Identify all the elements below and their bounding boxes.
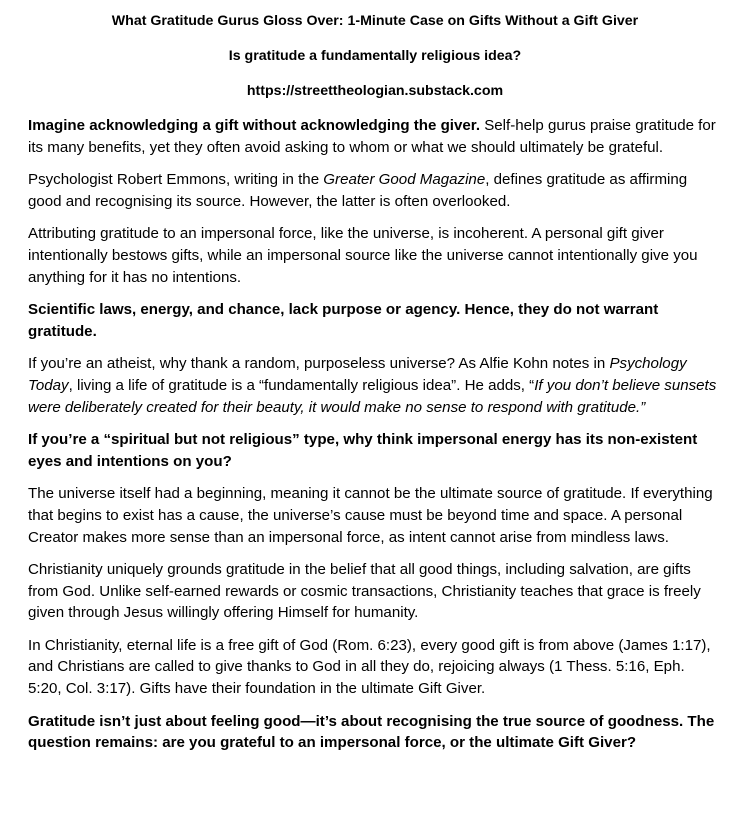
paragraph-5-publication-name: Psychology Today [28,355,687,394]
paragraph-2-text-a: Psychologist Robert Emmons, writing in the [28,171,324,189]
document-subtitle: Is gratitude a fundamentally religious idea? [228,48,522,64]
paragraph-4: Scientific laws, energy, and chance, lack purpose or agency. Hence, they do not warrant gratitude. [28,301,659,340]
document-url: https://streettheologian.substack.com [246,83,504,99]
paragraph-1 [28,115,722,158]
paragraph-5-text-a: If you’re an atheist, why thank a random, purposeless universe? As Alfie Kohn notes in [28,355,610,373]
paragraph-9: In Christianity, eternal life is a free gift of God (Rom. 6:23), every good gift is from above (James 1:17), and Christians are called to give thanks to God in all they do, rejoicing always (1 Thess. 5:16, Eph. 5:20, Col. 3:17). Gifts have their foundation in the ultimate Gift Giver. [28,636,711,698]
paragraph-2-magazine-name: Greater Good Magazine [323,171,486,189]
paragraph-5 [28,353,722,418]
paragraph-6: If you’re a “spiritual but not religious” type, why think impersonal energy has its non-existent eyes and intentions on you? [28,431,698,470]
paragraph-5-text-b: , living a life of gratitude is a “fundamentally religious idea”. He adds, “ [68,376,535,394]
paragraph-1-body: Self-help gurus praise gratitude for its many benefits, yet they often avoid asking to whom or what we should ultimately be grateful. [28,117,716,156]
paragraph-7: The universe itself had a beginning, meaning it cannot be the ultimate source of gratitude. If everything that begins to exist has a cause, the universe’s cause must be beyond time and space. A personal Creator makes more sense than an impersonal force, as intent cannot arise from mindless laws. [28,485,713,546]
paragraph-5-quote: If you don’t believe sunsets were deliberately created for their beauty, it would make no sense to respond with gratitude.” [28,376,717,416]
paragraph-8: Christianity uniquely grounds gratitude in the belief that all good things, including salvation, are gifts from God. Unlike self-earned rewards or cosmic transactions, Christianity teaches that grace is freely given through Jesus willingly offering Himself for humanity. [28,561,701,622]
paragraph-2 [28,169,722,212]
paragraph-10: Gratitude isn’t just about feeling good—it’s about recognising the true source of goodness. The question remains: are you grateful to an impersonal force, or the ultimate Gift Giver? [28,712,715,752]
paragraph-1-lead: Imagine acknowledging a gift without acknowledging the giver. [28,117,481,134]
paragraph-2-text-b: , defines gratitude as affirming good and recognising its source. However, the latter is often overlooked. [28,171,688,210]
paragraph-3: Attributing gratitude to an impersonal force, like the universe, is incoherent. A personal gift giver intentionally bestows gifts, while an impersonal source like the universe cannot intentionally give you anything for it has no intentions. [28,225,698,286]
document-title: What Gratitude Gurus Gloss Over: 1-Minute Case on Gifts Without a Gift Giver [111,13,639,29]
